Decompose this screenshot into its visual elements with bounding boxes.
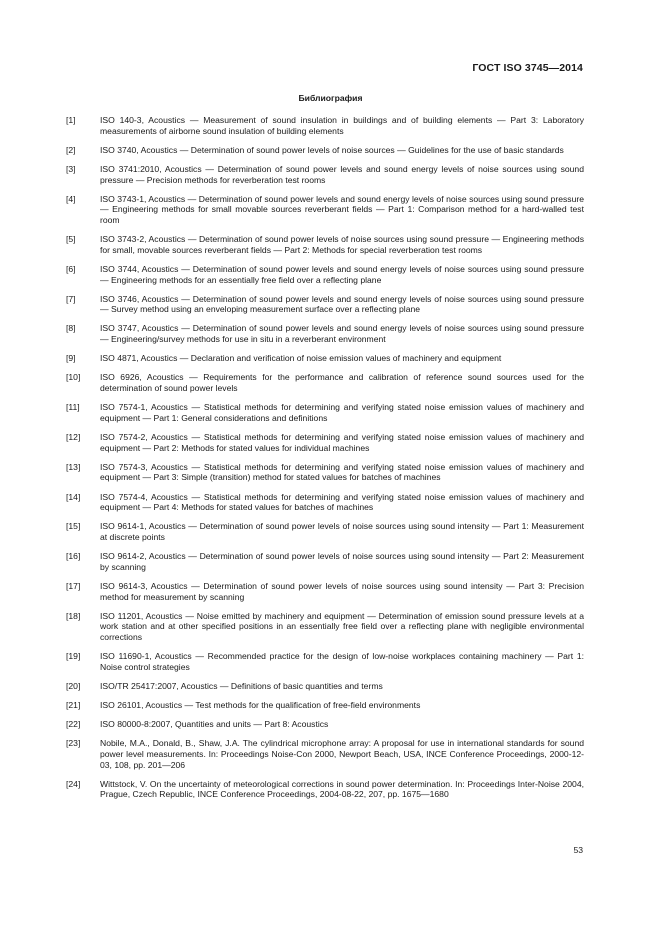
bibliography-entry [66,234,584,255]
entry-text: ISO 7574-3, Acoustics — Statistical methods for determining and verifying stated noise emission values of machinery and equipment — Part 3: Simple (transition) method for stated values for batches of machines [100,461,584,483]
entry-text: ISO 3741:2010, Acoustics — Determination of sound power levels and sound energy levels of noise sources using sound pressure — Precision methods for reverberation test rooms [100,163,584,185]
bibliography-entry [66,611,584,643]
entry-text: ISO 80000-8:2007, Quantities and units — Part 8: Acoustics [100,719,329,730]
bibliography-entry [66,681,584,692]
entry-text: ISO 3744, Acoustics — Determination of sound power levels and sound energy levels of noise sources using sound pressure — Engineering methods for an essentially free field over a reflecting plane [100,263,584,285]
entry-text: Nobile, M.A., Donald, B., Shaw, J.A. The cylindrical microphone array: A proposal for use in international standards for sound power level measurements. In: Proceedings Noise-Con 2000, Newport Beach, USA, INCE Conference Proceedings, 2000-12-03, 108, pp. 201—206 [100,738,584,770]
entry-number: [8] [66,323,76,334]
entry-number: [2] [66,144,76,155]
entry-text: ISO 11690-1, Acoustics — Recommended practice for the design of low-noise workplaces containing machinery — Part 1: Noise control strategies [100,651,584,672]
entry-number: [4] [66,193,76,204]
entry-number: [24] [66,778,81,789]
entry-text: ISO 11201, Acoustics — Noise emitted by machinery and equipment — Determination of emission sound pressure levels at a work station and at other specified positions in an essentially free field over a reflecting plane with negligible environmental corrections [100,610,584,642]
page-number: 53 [573,845,583,855]
entry-number: [11] [66,402,80,413]
entry-number: [16] [66,551,81,562]
bibliography-title: Библиография [298,93,363,103]
entry-text: ISO 7574-2, Acoustics — Statistical methods for determining and verifying stated noise emission values of machinery and equipment — Part 2: Methods for stated values for individual machines [100,432,584,453]
entry-number: [19] [66,651,81,662]
bibliography-entry [66,432,584,453]
entry-text: ISO 9614-2, Acoustics — Determination of sound power levels of noise sources using sound intensity — Part 2: Measurement by scanning [100,551,584,572]
entry-text: ISO 9614-3, Acoustics — Determination of sound power levels of noise sources using sound intensity — Part 3: Precision method for measurement by scanning [100,580,584,602]
entry-number: [6] [66,263,76,274]
bibliography-entry [66,492,584,513]
entry-text: ISO 3740, Acoustics — Determination of sound power levels of noise sources — Guidelines for the use of basic standards [100,144,564,155]
entry-number: [18] [66,610,81,621]
bibliography-entry [66,738,584,770]
entry-number: [9] [66,353,76,364]
entry-number: [13] [66,461,81,472]
bibliography-entry [66,353,584,364]
entry-text: ISO 3743-1, Acoustics — Determination of sound power levels and sound energy levels of noise sources using sound pressure — Engineering methods for small movable sources reverberant fields — Part 1: Comparison method for a hard-walled test room [100,193,584,225]
entry-text: ISO 26101, Acoustics — Test methods for the qualification of free-field environments [100,700,421,711]
bibliography-entry [66,264,584,285]
entry-text: ISO/TR 25417:2007, Acoustics — Definitions of basic quantities and terms [100,680,383,691]
bibliography-entry [66,372,584,393]
entry-number: [17] [66,580,81,591]
bibliography-entry [66,551,584,572]
entry-number: [12] [66,432,81,442]
entry-number: [1] [66,115,76,125]
bibliography-list [66,115,584,809]
entry-number: [15] [66,521,81,532]
bibliography-entry [66,194,584,226]
bibliography-entry [66,294,584,315]
entry-text: ISO 3746, Acoustics — Determination of sound power levels and sound energy levels of noise sources using sound pressure — Survey method using an enveloping measurement surface over a reflecting plane [100,293,584,315]
bibliography-entry [66,402,584,423]
bibliography-entry [66,581,584,602]
entry-text: ISO 4871, Acoustics — Declaration and verification of noise emission values of machinery and equipment [100,353,502,364]
entry-text: ISO 3747, Acoustics — Determination of sound power levels and sound energy levels of noise sources using sound pressure — Engineering/survey methods for use in situ in a reverberant environment [100,323,584,345]
entry-text: ISO 6926, Acoustics — Requirements for the performance and calibration of reference sound sources used for the determination of sound power levels [100,372,584,394]
entry-text: ISO 9614-1, Acoustics — Determination of sound power levels of noise sources using sound intensity — Part 1: Measurement at discrete points [100,521,584,542]
entry-number: [5] [66,234,76,245]
bibliography-entry [66,700,584,711]
entry-text: ISO 140-3, Acoustics — Measurement of sound insulation in buildings and of building elements — Part 3: Laboratory measurements of airborne sound insulation of building elements [100,115,584,136]
standard-designation: ГОСТ ISO 3745—2014 [472,62,583,74]
entry-text: ISO 3743-2, Acoustics — Determination of sound power levels of noise sources using sound pressure — Engineering methods for small, movable sources reverberant fields — Part 2: Methods for special reverberation test rooms [100,234,584,255]
bibliography-entry [66,115,584,136]
bibliography-entry [66,651,584,672]
entry-number: [10] [66,372,81,383]
entry-number: [22] [66,719,81,730]
entry-number: [20] [66,680,81,691]
bibliography-entry [66,164,584,185]
entry-number: [23] [66,738,81,749]
bibliography-entry [66,779,584,800]
bibliography-entry [66,145,584,156]
entry-number: [7] [66,293,76,304]
entry-text: ISO 7574-4, Acoustics — Statistical methods for determining and verifying stated noise emission values of machinery and equipment — Part 4: Methods for stated values for batches of machines [100,491,584,513]
bibliography-entry [66,323,584,344]
bibliography-entry [66,719,584,730]
entry-number: [14] [66,491,81,502]
entry-number: [21] [66,700,81,711]
entry-text: ISO 7574-1, Acoustics — Statistical methods for determining and verifying stated noise emission values of machinery and equipment — Part 1: General considerations and definitions [100,402,584,423]
bibliography-entry [66,462,584,483]
entry-text: Wittstock, V. On the uncertainty of meteorological corrections in sound power determination. In: Proceedings Inter-Noise 2004, Prague, Czech Republic, INCE Conference Proceedings, 2004-08-22, 207, pp. 1675—1680 [100,778,584,800]
bibliography-entry [66,521,584,542]
entry-number: [3] [66,163,76,174]
